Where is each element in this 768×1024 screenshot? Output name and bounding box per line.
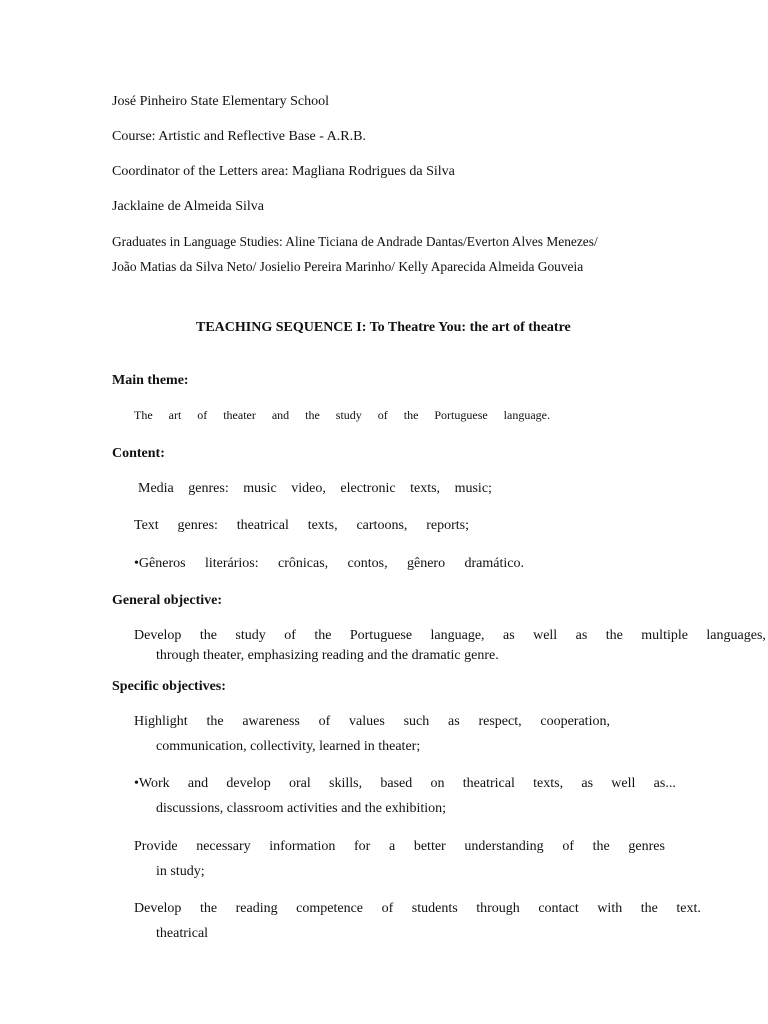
main-theme-heading: Main theme:: [112, 373, 189, 388]
word: genres:: [188, 481, 229, 496]
word: better: [413, 839, 446, 854]
word: texts,: [307, 518, 338, 533]
word: as...: [653, 776, 676, 791]
word: necessary: [196, 839, 251, 854]
course-line: Course: Artistic and Reflective Base - A.R.B.: [112, 129, 366, 144]
word: reports;: [426, 518, 469, 533]
word: art: [168, 408, 182, 422]
specific-objectives-heading: Specific objectives:: [112, 679, 226, 694]
word: genres:: [177, 518, 218, 533]
word: Portuguese: [434, 408, 488, 422]
word: as: [502, 628, 515, 643]
word: genres: [628, 839, 665, 854]
specific-objective-2-line-1: [134, 775, 676, 793]
word: •Gêneros: [134, 556, 186, 571]
teacher-name: Jacklaine de Almeida Silva: [112, 199, 265, 214]
word: •Work: [134, 776, 170, 791]
word: develop: [226, 776, 271, 791]
word: well: [533, 628, 558, 643]
word: study: [235, 628, 266, 643]
word: the: [592, 839, 610, 854]
word: text.: [676, 901, 701, 916]
main-theme-text: [134, 406, 550, 424]
word: competence: [296, 901, 364, 916]
word: gênero: [407, 556, 446, 571]
word: The: [134, 408, 153, 422]
word: theatrical: [236, 518, 289, 533]
word: of: [562, 839, 574, 854]
word: and: [187, 776, 209, 791]
word: study: [335, 408, 362, 422]
word: the: [206, 714, 224, 729]
school-name: José Pinheiro State Elementary School: [112, 94, 329, 109]
word: theater: [223, 408, 256, 422]
word: crônicas,: [278, 556, 329, 571]
specific-objective-2-line-2: discussions, classroom activities and the exhibition;: [156, 801, 447, 816]
word: Develop: [134, 628, 182, 643]
specific-objective-1-line-2: communication, collectivity, learned in theater;: [156, 739, 421, 754]
word: music;: [454, 481, 492, 496]
content-item-literary-genres: [134, 555, 524, 573]
word: skills,: [329, 776, 363, 791]
word: literários:: [204, 556, 259, 571]
word: languages,: [706, 628, 766, 643]
word: well: [611, 776, 636, 791]
word: information: [269, 839, 336, 854]
word: as: [448, 714, 460, 729]
coordinator-line: Coordinator of the Letters area: Magliana Rodrigues da Silva: [112, 164, 455, 179]
word: the: [605, 628, 623, 643]
word: the: [640, 901, 658, 916]
word: cartoons,: [356, 518, 408, 533]
page-title: TEACHING SEQUENCE I: To Theatre You: the art of theatre: [196, 320, 571, 335]
content-item-media-genres: [138, 480, 492, 498]
word: Highlight: [134, 714, 188, 729]
word: of: [318, 714, 331, 729]
word: students: [411, 901, 458, 916]
word: and: [271, 408, 290, 422]
word: oral: [289, 776, 311, 791]
word: awareness: [242, 714, 300, 729]
word: electronic: [340, 481, 396, 496]
general-objective-line-2: through theater, emphasizing reading and the dramatic genre.: [156, 648, 499, 663]
word: values: [349, 714, 385, 729]
graduates-line-2: João Matias da Silva Neto/ Josielio Pereira Marinho/ Kelly Aparecida Almeida Gouveia: [112, 259, 584, 274]
word: of: [377, 408, 388, 422]
word: the: [305, 408, 320, 422]
word: cooperation,: [540, 714, 610, 729]
word: theatrical: [462, 776, 515, 791]
word: through: [476, 901, 520, 916]
word: reading: [235, 901, 278, 916]
word: texts,: [533, 776, 564, 791]
word: understanding: [464, 839, 544, 854]
word: for: [354, 839, 371, 854]
word: of: [284, 628, 296, 643]
graduates-line-1: Graduates in Language Studies: Aline Ticiana de Andrade Dantas/Everton Alves Menezes/: [112, 234, 598, 249]
specific-objective-4-line-1: [134, 900, 701, 918]
word: the: [403, 408, 419, 422]
word: as: [581, 776, 594, 791]
word: as: [575, 628, 588, 643]
general-objective-line-1: [134, 627, 766, 645]
word: the: [199, 901, 218, 916]
word: language,: [430, 628, 485, 643]
word: texts,: [410, 481, 441, 496]
word: based: [380, 776, 413, 791]
word: Media: [138, 481, 174, 496]
word: video,: [291, 481, 326, 496]
word: contact: [538, 901, 579, 916]
word: music: [243, 481, 277, 496]
content-heading: Content:: [112, 446, 165, 461]
specific-objective-3-line-1: [134, 838, 665, 856]
specific-objective-1-line-1: [134, 713, 610, 731]
word: the: [199, 628, 217, 643]
word: Provide: [134, 839, 178, 854]
word: the: [314, 628, 332, 643]
word: a: [388, 839, 396, 854]
word: Text: [134, 518, 159, 533]
word: language.: [503, 408, 550, 422]
word: contos,: [347, 556, 388, 571]
word: such: [403, 714, 430, 729]
specific-objective-3-line-2: in study;: [156, 864, 205, 879]
word: dramático.: [464, 556, 524, 571]
word: of: [381, 901, 394, 916]
word: on: [430, 776, 445, 791]
word: Develop: [134, 901, 182, 916]
word: respect,: [478, 714, 522, 729]
word: Portuguese: [349, 628, 413, 643]
word: with: [597, 901, 623, 916]
general-objective-heading: General objective:: [112, 593, 223, 608]
content-item-text-genres: [134, 517, 469, 535]
specific-objective-4-line-2: theatrical: [156, 926, 209, 941]
word: multiple: [641, 628, 688, 643]
word: of: [197, 408, 208, 422]
